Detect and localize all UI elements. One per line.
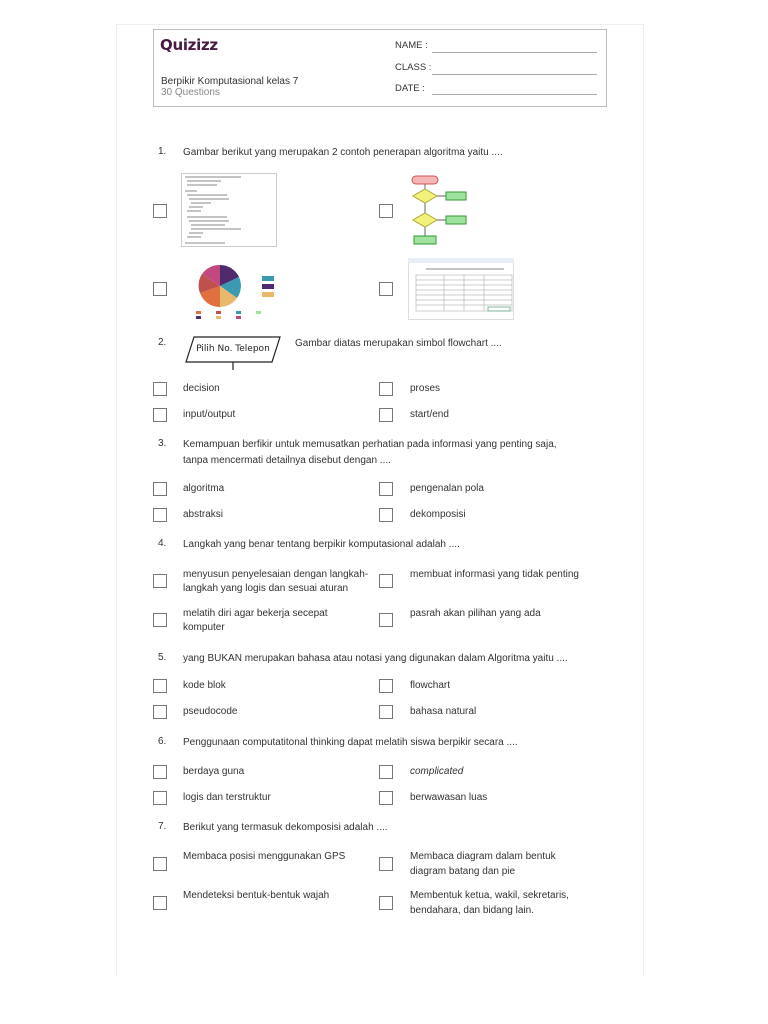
option-label: pasrah akan pilihan yang ada <box>410 608 541 619</box>
option-checkbox[interactable] <box>153 282 167 296</box>
date-line[interactable] <box>432 94 597 95</box>
question-3-text-line1: Kemampuan berfikir untuk memusatkan perhatian pada informasi yang penting saja, <box>183 439 557 450</box>
pseudocode-image <box>181 173 277 247</box>
question-1-number: 1. <box>158 146 167 157</box>
question-4-number: 4. <box>158 538 167 549</box>
flowchart-image <box>408 173 468 247</box>
option-checkbox[interactable] <box>153 896 167 910</box>
question-7-text: Berikut yang termasuk dekomposisi adalah .... <box>183 822 388 833</box>
option-checkbox[interactable] <box>379 705 393 719</box>
class-line[interactable] <box>432 74 597 75</box>
question-2-text: Gambar diatas merupakan simbol flowchart .... <box>295 338 502 349</box>
option-label: kode blok <box>183 680 226 691</box>
option-checkbox[interactable] <box>153 408 167 422</box>
option-label: komputer <box>183 622 225 633</box>
symbol-label: Pilih No. Telepon <box>196 344 270 354</box>
option-checkbox[interactable] <box>379 679 393 693</box>
question-count: 30 Questions <box>161 87 220 98</box>
question-6-text: Penggunaan computatitonal thinking dapat melatih siswa berpikir secara .... <box>183 737 518 748</box>
option-label: langkah yang logis dan sesuai aturan <box>183 583 349 594</box>
question-4-text: Langkah yang benar tentang berpikir komputasional adalah .... <box>183 539 460 550</box>
option-checkbox[interactable] <box>379 896 393 910</box>
option-label: pengenalan pola <box>410 483 484 494</box>
option-checkbox[interactable] <box>153 508 167 522</box>
option-label: complicated <box>410 766 464 777</box>
option-checkbox[interactable] <box>153 382 167 396</box>
option-label: decision <box>183 383 220 394</box>
question-5-text: yang BUKAN merupakan bahasa atau notasi yang digunakan dalam Algoritma yaitu .... <box>183 653 568 664</box>
option-label: Membaca posisi menggunakan GPS <box>183 851 346 862</box>
option-checkbox[interactable] <box>153 204 167 218</box>
option-checkbox[interactable] <box>153 613 167 627</box>
option-checkbox[interactable] <box>379 508 393 522</box>
option-label: berdaya guna <box>183 766 245 777</box>
option-checkbox[interactable] <box>379 482 393 496</box>
option-checkbox[interactable] <box>379 282 393 296</box>
option-label: proses <box>410 383 441 394</box>
option-label: bendahara, dan bidang lain. <box>410 905 534 916</box>
question-1-text: Gambar berikut yang merupakan 2 contoh penerapan algoritma yaitu .... <box>183 147 503 158</box>
option-label: pseudocode <box>183 706 238 717</box>
option-checkbox[interactable] <box>379 857 393 871</box>
option-label: membuat informasi yang tidak penting <box>410 569 579 580</box>
option-checkbox[interactable] <box>379 408 393 422</box>
pie-chart-image <box>190 260 280 320</box>
class-label: CLASS : <box>395 62 432 73</box>
question-3-number: 3. <box>158 438 167 449</box>
option-label: dekomposisi <box>410 509 466 520</box>
option-label: flowchart <box>410 680 451 691</box>
question-6-number: 6. <box>158 736 167 747</box>
option-checkbox[interactable] <box>153 574 167 588</box>
date-label: DATE : <box>395 83 425 94</box>
question-7-number: 7. <box>158 821 167 832</box>
option-checkbox[interactable] <box>153 765 167 779</box>
option-label: algoritma <box>183 483 225 494</box>
question-2-number: 2. <box>158 337 167 348</box>
option-label: bahasa natural <box>410 706 477 717</box>
option-checkbox[interactable] <box>153 791 167 805</box>
option-label: melatih diri agar bekerja secepat <box>183 608 328 619</box>
quizizz-logo: Quizizz <box>160 36 218 54</box>
name-line[interactable] <box>432 52 597 53</box>
name-label: NAME : <box>395 40 428 51</box>
option-label: Mendeteksi bentuk-bentuk wajah <box>183 890 330 901</box>
option-label: abstraksi <box>183 509 224 520</box>
option-checkbox[interactable] <box>153 679 167 693</box>
option-checkbox[interactable] <box>379 574 393 588</box>
option-label: menyusun penyelesaian dengan langkah- <box>183 569 369 580</box>
option-label: Membentuk ketua, wakil, sekretaris, <box>410 890 569 901</box>
option-label: diagram batang dan pie <box>410 866 516 877</box>
option-checkbox[interactable] <box>379 791 393 805</box>
option-checkbox[interactable] <box>153 705 167 719</box>
worksheet-header <box>153 29 607 107</box>
option-label: Membaca diagram dalam bentuk <box>410 851 556 862</box>
option-checkbox[interactable] <box>153 482 167 496</box>
option-checkbox[interactable] <box>379 765 393 779</box>
input-output-symbol-image <box>182 334 284 370</box>
option-checkbox[interactable] <box>379 204 393 218</box>
option-checkbox[interactable] <box>379 382 393 396</box>
option-label: logis dan terstruktur <box>183 792 271 803</box>
option-label: input/output <box>183 409 236 420</box>
question-5-number: 5. <box>158 652 167 663</box>
option-checkbox[interactable] <box>379 613 393 627</box>
quiz-title: Berpikir Komputasional kelas 7 <box>161 76 299 87</box>
question-3-text-line2: tanpa mencermati detailnya disebut dengan .... <box>183 455 391 466</box>
option-checkbox[interactable] <box>153 857 167 871</box>
spreadsheet-image <box>408 258 514 320</box>
option-label: start/end <box>410 409 449 420</box>
option-label: berwawasan luas <box>410 792 488 803</box>
